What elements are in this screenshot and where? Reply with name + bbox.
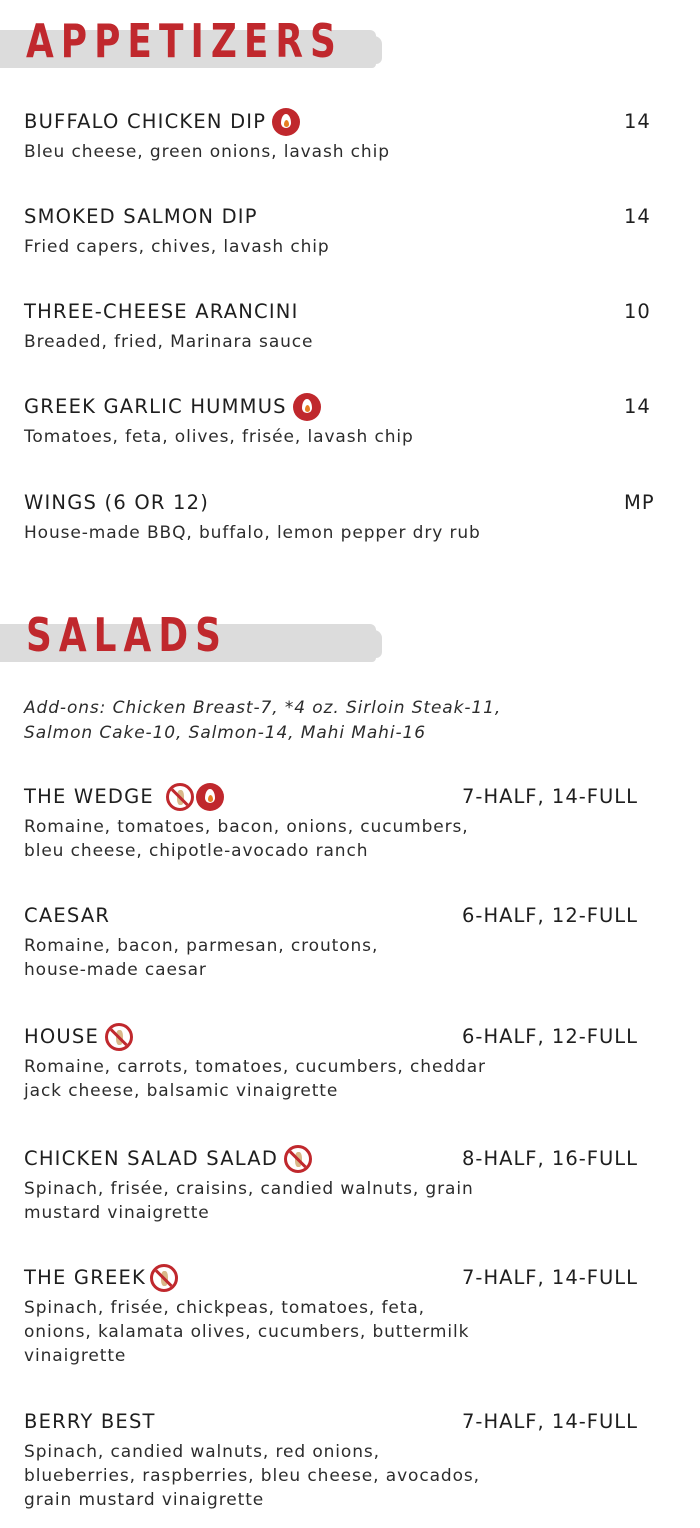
item-price: 10 [624, 300, 651, 323]
item-price: 7-HALF, 14-FULL [462, 785, 638, 808]
menu-item-smoked-salmon-dip [24, 203, 674, 259]
item-name: THE GREEK [24, 1266, 146, 1289]
gluten-free-icon [284, 1145, 312, 1173]
item-name: GREEK GARLIC HUMMUS [24, 395, 287, 418]
item-name: THE WEDGE [24, 785, 154, 808]
item-description: Fried capers, chives, lavash chip [24, 237, 330, 257]
spicy-flame-icon [196, 783, 224, 811]
spicy-flame-icon [272, 108, 300, 136]
item-name: SMOKED SALMON DIP [24, 205, 258, 228]
menu-item-the-wedge [24, 783, 674, 863]
gluten-free-icon [150, 1264, 178, 1292]
item-name: BUFFALO CHICKEN DIP [24, 110, 267, 133]
menu-item-house [24, 1023, 674, 1103]
gluten-free-icon [105, 1023, 133, 1051]
item-price: 6-HALF, 12-FULL [462, 1025, 638, 1048]
salads-title: SALADS [26, 608, 228, 662]
item-description: Romaine, tomatoes, bacon, onions, cucumbers, bleu cheese, chipotle-avocado ranch [24, 817, 469, 861]
item-price: MP [624, 491, 655, 514]
item-name: BERRY BEST [24, 1410, 156, 1433]
item-description: Tomatoes, feta, olives, frisée, lavash chip [24, 427, 414, 447]
spicy-flame-icon [293, 393, 321, 421]
item-description: Spinach, frisée, chickpeas, tomatoes, feta, onions, kalamata olives, cucumbers, buttermilk vinaigrette [24, 1298, 470, 1366]
menu-item-buffalo-chicken-dip [24, 108, 674, 164]
item-name: CHICKEN SALAD SALAD [24, 1147, 279, 1170]
item-price: 14 [624, 395, 651, 418]
item-name: CAESAR [24, 904, 111, 927]
item-price: 7-HALF, 14-FULL [462, 1266, 638, 1289]
item-price: 14 [624, 205, 651, 228]
item-description: Breaded, fried, Marinara sauce [24, 332, 314, 352]
item-description: House-made BBQ, buffalo, lemon pepper dry rub [24, 523, 481, 543]
appetizers-title: APPETIZERS [26, 14, 343, 68]
item-name: HOUSE [24, 1025, 99, 1048]
menu-item-wings [24, 489, 674, 545]
menu-item-three-cheese-arancini [24, 298, 674, 354]
appetizers-header [0, 14, 700, 80]
item-description: Romaine, bacon, parmesan, croutons, house-made caesar [24, 936, 379, 980]
item-name: THREE-CHEESE ARANCINI [24, 300, 299, 323]
item-price: 7-HALF, 14-FULL [462, 1410, 638, 1433]
menu-item-greek-garlic-hummus [24, 393, 674, 449]
menu-item-caesar [24, 902, 674, 982]
menu-item-the-greek [24, 1264, 674, 1368]
item-description: Spinach, frisée, craisins, candied walnuts, grain mustard vinaigrette [24, 1179, 474, 1223]
menu-item-berry-best [24, 1408, 674, 1512]
item-name: WINGS (6 OR 12) [24, 491, 210, 514]
salad-addons-note: Add-ons: Chicken Breast-7, *4 oz. Sirloin Steak-11, Salmon Cake-10, Salmon-14, Mahi Mahi-16 [24, 698, 502, 743]
item-price: 8-HALF, 16-FULL [462, 1147, 638, 1170]
item-price: 14 [624, 110, 651, 133]
item-description: Romaine, carrots, tomatoes, cucumbers, cheddar jack cheese, balsamic vinaigrette [24, 1057, 486, 1101]
gluten-free-icon [166, 783, 194, 811]
item-description: Bleu cheese, green onions, lavash chip [24, 142, 390, 162]
salads-header [0, 608, 700, 674]
item-description: Spinach, candied walnuts, red onions, blueberries, raspberries, bleu cheese, avocados, grain mustard vinaigrette [24, 1442, 480, 1510]
menu-item-chicken-salad-salad [24, 1145, 674, 1225]
item-price: 6-HALF, 12-FULL [462, 904, 638, 927]
